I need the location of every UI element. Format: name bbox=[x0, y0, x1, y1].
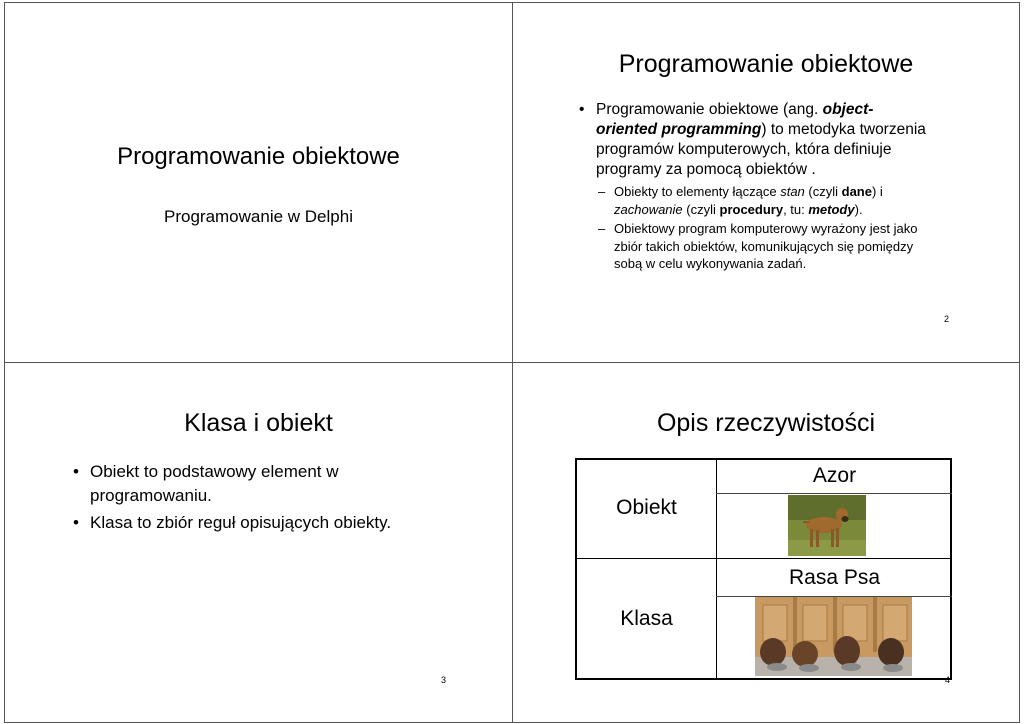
table-divider bbox=[577, 558, 950, 559]
slide-4 bbox=[512, 362, 1020, 723]
text-bold-italic: object- bbox=[822, 101, 874, 118]
slide-3-title: Klasa i obiekt bbox=[184, 409, 333, 437]
slide-2-sub-bullet-1 bbox=[598, 183, 1004, 218]
text: programów komputerowych, która definiuje bbox=[596, 141, 892, 158]
text: (czyli bbox=[682, 201, 720, 217]
bullet-dot-icon: • bbox=[73, 462, 79, 481]
puppies-photo-icon bbox=[755, 597, 912, 676]
dash-icon: – bbox=[598, 221, 606, 236]
table-divider bbox=[716, 493, 952, 494]
text: programowaniu. bbox=[90, 486, 212, 505]
bullet-dot-icon: • bbox=[73, 513, 79, 532]
slide-1-subtitle: Programowanie w Delphi bbox=[164, 207, 353, 226]
cell-rasa-psa: Rasa Psa bbox=[788, 566, 881, 589]
bullet-dot-icon: • bbox=[579, 101, 585, 118]
text-italic: zachowanie bbox=[614, 201, 683, 217]
slide-1 bbox=[4, 2, 513, 363]
slide-3 bbox=[4, 362, 513, 723]
text: ) i bbox=[871, 184, 883, 199]
slide-number: 4 bbox=[945, 675, 951, 685]
slide-2-bullet bbox=[579, 100, 996, 180]
text: sobą w celu wykonywania zadań. bbox=[614, 256, 807, 271]
slide-2-title: Programowanie obiektowe bbox=[618, 50, 914, 78]
text: , tu: bbox=[783, 201, 809, 217]
cell-obiekt: Obiekt bbox=[616, 496, 677, 519]
slide-3-bullet-1 bbox=[73, 460, 490, 508]
text: ) to metodyka tworzenia bbox=[761, 121, 926, 138]
slide-3-bullet-2 bbox=[73, 511, 490, 535]
slide-2-sub-bullet-2 bbox=[598, 220, 1004, 273]
text: Obiekt to podstawowy element w bbox=[90, 462, 339, 481]
dash-icon: – bbox=[598, 184, 606, 199]
slide-2 bbox=[512, 2, 1020, 363]
text-bold-italic: metody bbox=[808, 201, 855, 217]
cell-klasa: Klasa bbox=[620, 607, 673, 630]
slide-1-title: Programowanie obiektowe bbox=[117, 143, 400, 170]
slide-4-title: Opis rzeczywistości bbox=[656, 409, 876, 437]
text: programy za pomocą obiektów . bbox=[596, 161, 816, 178]
text: ). bbox=[854, 201, 863, 217]
text: zbiór takich obiektów, komunikujących się pomiędzy bbox=[614, 238, 914, 254]
text-bold: dane bbox=[841, 184, 872, 199]
dog-photo-icon bbox=[788, 495, 866, 556]
text: Obiektowy program komputerowy wyrażony jest jako bbox=[614, 221, 918, 236]
text: Obiekty to elementy łączące bbox=[614, 184, 781, 199]
text-italic: stan bbox=[780, 184, 805, 199]
text: (czyli bbox=[804, 184, 842, 199]
text: Programowanie obiektowe (ang. bbox=[596, 101, 823, 118]
text-bold: procedury bbox=[719, 201, 784, 217]
slide-number: 2 bbox=[944, 314, 950, 324]
text-bold-italic: oriented programming bbox=[596, 121, 762, 138]
cell-azor: Azor bbox=[812, 464, 857, 487]
comparison-table bbox=[575, 458, 952, 680]
text: Klasa to zbiór reguł opisujących obiekty. bbox=[90, 513, 392, 532]
slide-number: 3 bbox=[441, 675, 447, 685]
